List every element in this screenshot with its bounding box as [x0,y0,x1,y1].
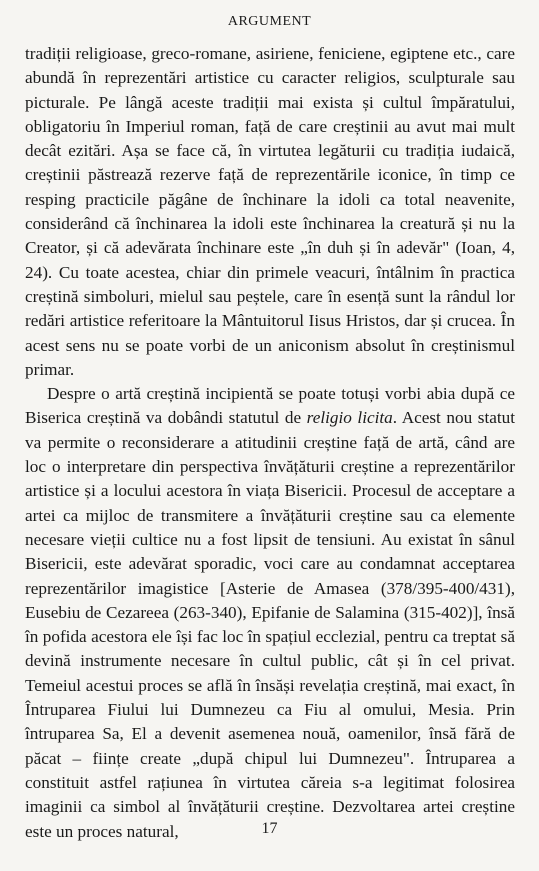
paragraph-1 [25,42,515,382]
paragraph-2-text-b: . Acest nou statut va permite o reconsiderare a atitudinii creștine față de artă, când are loc o interpretare din perspectiva învățăturii creștine a reprezentărilor artistice și a locului acestora în viața Bisericii. Procesul de acceptare a artei ca mijloc de transmitere a învățăturii creștine sau ca elemente necesare vieții cultice nu a fost lipsit de tensiuni. Au existat în sânul Bisericii, este adevărat sporadic, voci care au condamnat acceptarea reprezentărilor imagistice [Asterie de Amasea (378/395-400/431), Eusebiu de Cezareea (263-340), Epifanie de Salamina (315-402)], însă în pofida acestora ele își fac loc în spațiul ecclezial, pentru ca treptat să devină instrumente necesare în cultul public, cât și în cel privat. Temeiul acestui proces se află în însăși revelația creștină, mai exact, în Întruparea Fiului lui Dumnezeu ca Fiu al omului, Mesia. Prin întruparea Sa, El a devenit asemenea nouă, oamenilor, însă fără de păcat – ființe create „după chipul lui Dumnezeu". Întruparea a constituit astfel rațiunea în virtutea căreia s-a legitimat folosirea imaginii ca simbol al învățăturii creștine. Dezvoltarea artei creștine este un proces natural, [25,408,516,841]
religio-licita-italic: religio licita [306,408,393,428]
paragraph-2 [25,382,515,844]
paragraph-1-text: tradiții religioase, greco-romane, asiriene, feniciene, egiptene etc., care abundă în reprezentări artistice cu caracter religios, sculpturale sau picturale. Pe lângă aceste tradiții mai exista și cultul împăratului, obligatoriu în Imperiul roman, față de care creștinii au avut mai mult decât ezitări. Așa se face că, în virtutea legăturii cu tradiția iudaică, creștinii păstrează rezerve față de reprezentările iconice, în timp ce resping practicile păgâne de închinare la idoli ca total neavenite, considerând că închinarea la idoli este închinarea la creatură și nu la Creator, și că adevărata închinare este „în duh și în adevăr" (Ioan, 4, 24). Cu toate acestea, chiar din primele veacuri, întâlnim în practica creștină simboluri, mielul sau peștele, care în esență sunt la rândul lor redări artistice referitoare la Mântuitorul Iisus Hristos, dar și crucea. În acest sens nu se poate vorbi de un aniconism absolut în creștinismul primar. [25,44,515,379]
body-text [25,42,515,844]
running-header: ARGUMENT [227,14,312,29]
paragraph-2-text-a: Despre o artă creștină incipientă se poate totuși vorbi abia după ce Biserica creștină va dobândi statutul de [25,384,515,428]
page-number: 17 [261,820,278,837]
